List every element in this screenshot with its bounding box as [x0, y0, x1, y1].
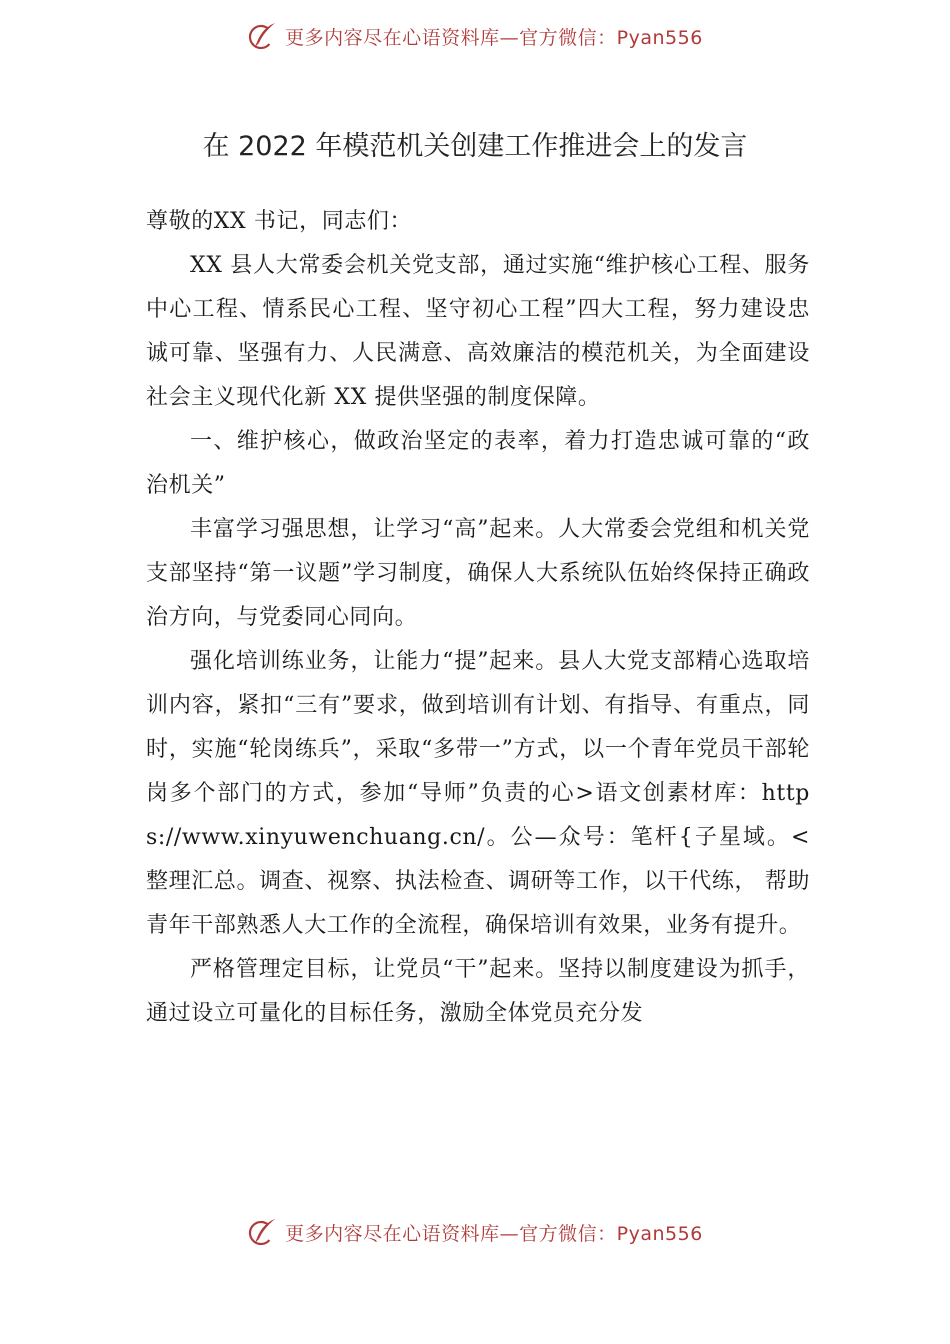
- quill-logo-icon: [247, 20, 279, 52]
- body-paragraph: 强化培训练业务，让能力“提”起来。县人大党支部精心选取培训内容，紧扣“三有”要求，做到培训有计划、有指导、有重点，同时，实施“轮岗练兵”，采取“多带一”方式，以一个青年党员干部轮岗多个部门的方式，参加“导师”负责的心>语文创素材库：https://www.xinyuwenchuang.cn/。公—众号：笔杆{子星域。<整理汇总。调查、视察、执法检查、调研等工作，以干代练， 帮助青年干部熟悉人大工作的全流程，确保培训有效果，业务有提升。: [146, 649, 810, 938]
- document-body: [146, 200, 810, 1036]
- body-paragraph: 严格管理定目标，让党员“干”起来。坚持以制度建设为抓手，通过设立可量化的目标任务，激励全体党员充分发: [146, 957, 810, 1026]
- intro-paragraph: XX 县人大常委会机关党支部，通过实施“维护核心工程、服务中心工程、情系民心工程、坚守初心工程”四大工程，努力建设忠诚可靠、坚强有力、人民满意、高效廉洁的模范机关，为全面建设社会主义现代化新 XX 提供坚强的制度保障。: [146, 253, 810, 410]
- wechat-handle: Pyan556: [616, 1222, 703, 1245]
- salutation: 尊敬的XX 书记，同志们：: [146, 209, 413, 234]
- quill-logo-icon: [247, 1216, 279, 1248]
- body-paragraph: 丰富学习强思想，让学习“高”起来。人大常委会党组和机关党支部坚持“第一议题”学习制度，确保人大系统队伍始终保持正确政治方向，与党委同心同向。: [146, 517, 810, 630]
- header-watermark-banner: [0, 16, 950, 56]
- footer-watermark-banner: [0, 1212, 950, 1252]
- wechat-handle: Pyan556: [616, 26, 703, 49]
- document-title: 在 2022 年模范机关创建工作推进会上的发言: [202, 131, 748, 162]
- watermark-text: 更多内容尽在心语资料库—官方微信：Pyan556: [285, 26, 703, 49]
- section-heading: 一、维护核心，做政治坚定的表率，着力打造忠诚可靠的“政治机关”: [146, 429, 810, 498]
- watermark-text: 更多内容尽在心语资料库—官方微信：Pyan556: [285, 1222, 703, 1245]
